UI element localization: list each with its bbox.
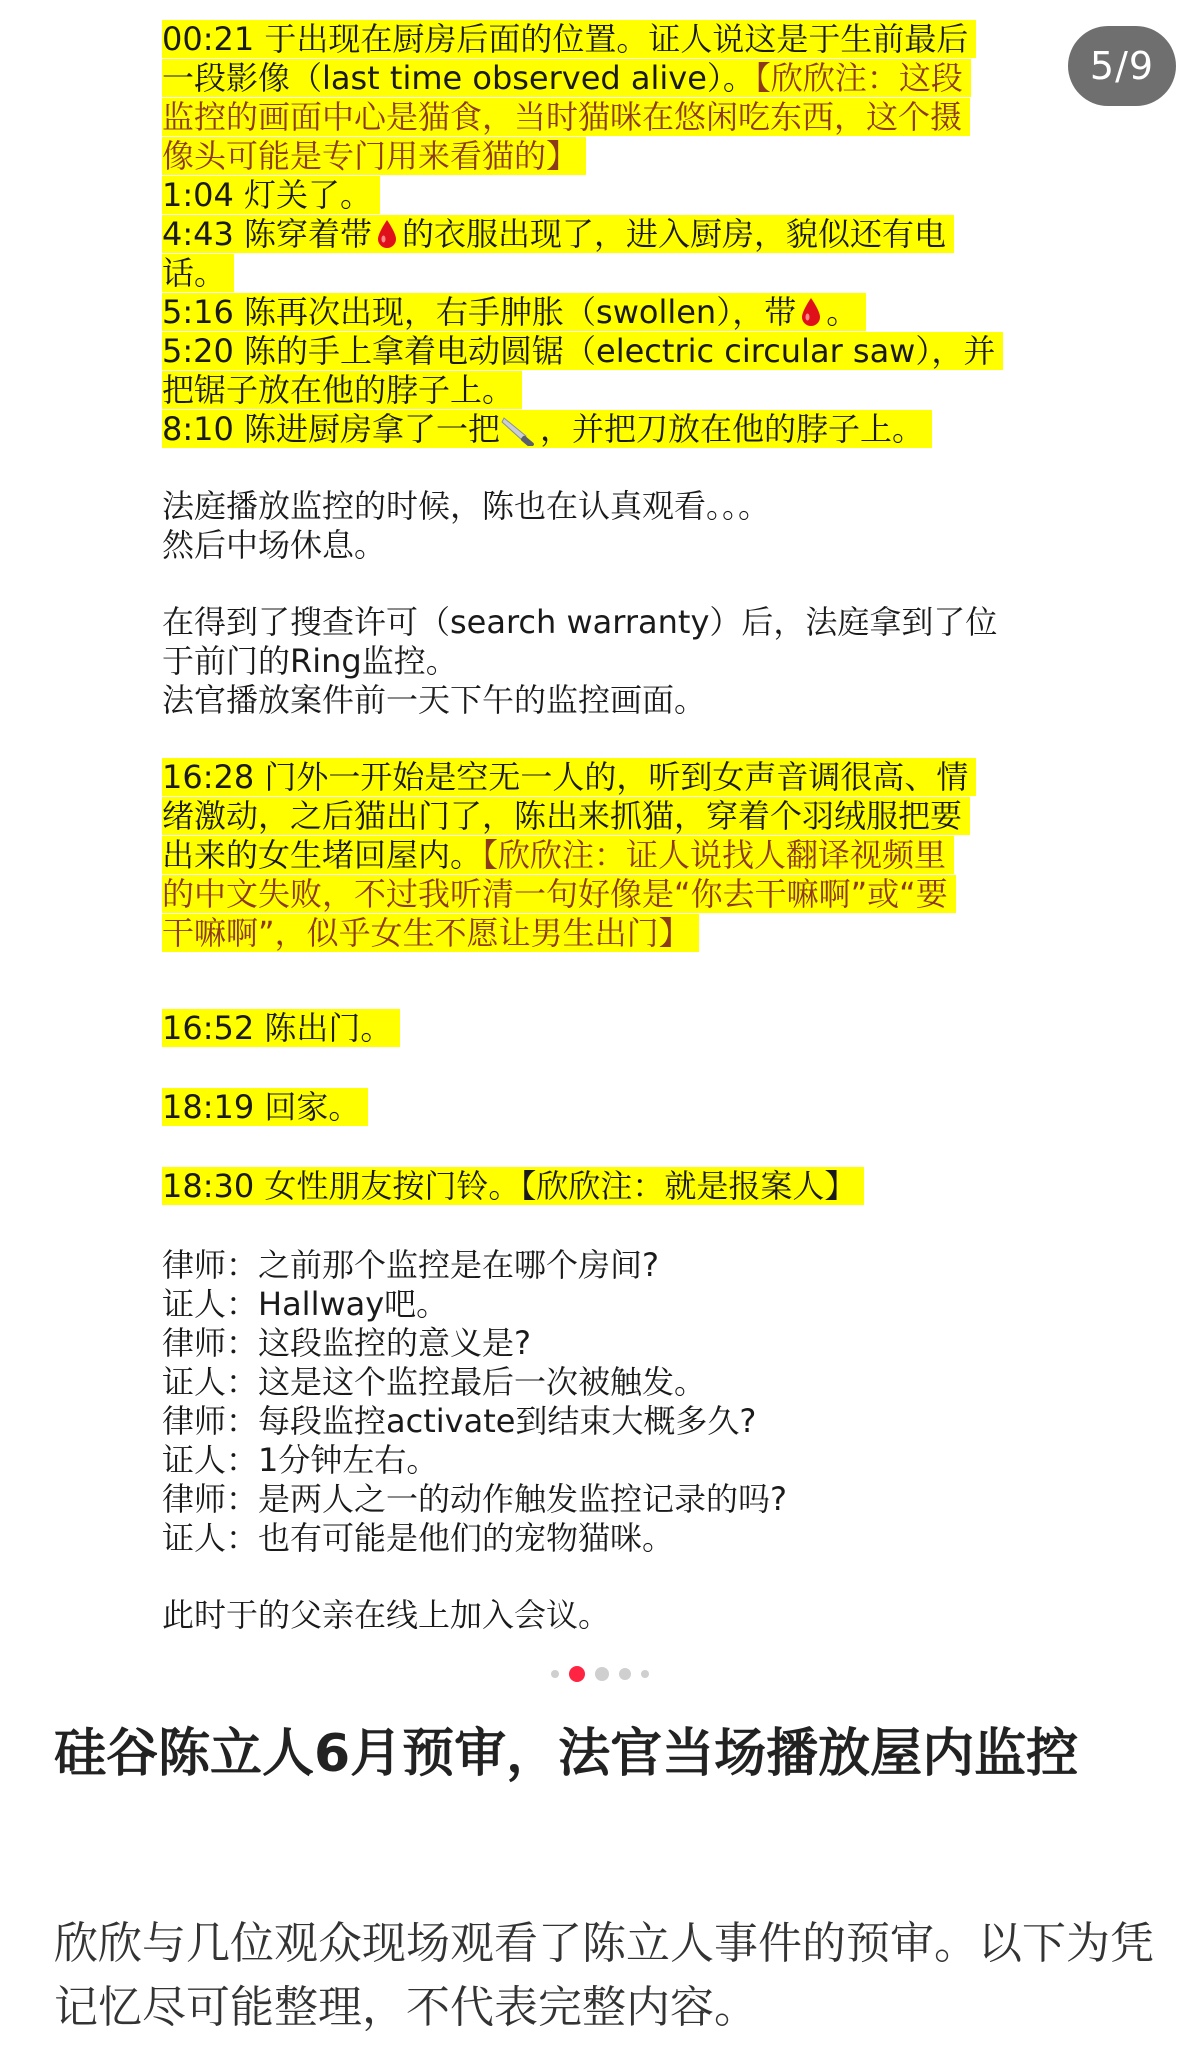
paragraph-warrant (162, 603, 1062, 720)
text-line: 16:28 门外一开始是空无一人的，听到女声音调很高、情 (162, 758, 976, 796)
paragraph-court (162, 487, 1062, 565)
text-line: 然后中场休息。 (162, 526, 387, 564)
qa-line: 律师：是两人之一的动作触发监控记录的吗? (162, 1480, 787, 1518)
editor-note: 【欣欣注：这段 (754, 59, 963, 97)
text-line: 1:04 灯关了。 (162, 176, 380, 214)
paragraph-father (162, 1596, 1062, 1635)
timeline-1830 (162, 1167, 1062, 1206)
text-line: 一段影像（last time observed alive）。 (162, 59, 755, 97)
text-line: 出来的女生堵回屋内。 (162, 836, 483, 874)
editor-note: 的中文失败，不过我听清一句好像是“你去干嘛啊”或“要 (162, 875, 956, 913)
text-line: 18:19 回家。 (162, 1088, 368, 1126)
editor-note: 【欣欣注：就是报案人】 (520, 1167, 857, 1205)
qa-transcript (162, 1246, 1062, 1558)
text-line: ，并把刀放在他的脖子上。 (540, 410, 925, 448)
carousel-dot[interactable] (619, 1668, 631, 1680)
editor-note: 干嘛啊”，似乎女生不愿让男生出门】 (162, 914, 699, 952)
carousel-dot[interactable] (551, 1670, 559, 1678)
qa-line: 律师：之前那个监控是在哪个房间? (162, 1246, 659, 1284)
text-line: 于前门的Ring监控。 (162, 642, 458, 680)
document-text (162, 20, 1062, 1635)
timeline-block-frontdoor (162, 758, 1062, 953)
text-line: 5:20 陈的手上拿着电动圆锯（electric circular saw），并 (162, 332, 1003, 370)
carousel-dots (0, 1664, 1200, 1684)
qa-line: 律师：每段监控activate到结束大概多久? (162, 1402, 757, 1440)
text-line: 此时于的父亲在线上加入会议。 (162, 1596, 611, 1634)
editor-note: 监控的画面中心是猫食，当时猫咪在悠闲吃东西，这个摄 (162, 98, 970, 136)
text-line: 16:52 陈出门。 (162, 1009, 400, 1047)
page-indicator: 5/9 (1068, 26, 1176, 106)
knife-icon (500, 414, 540, 446)
qa-line: 证人：1分钟左右。 (162, 1441, 439, 1479)
text-line: 在得到了搜查许可（search warranty）后，法庭拿到了位 (162, 603, 998, 641)
qa-line: 律师：这段监控的意义是? (162, 1324, 531, 1362)
timeline-1819 (162, 1088, 1062, 1127)
timeline-block-kitchen (162, 20, 1062, 449)
text-line: 。 (826, 293, 859, 331)
post-title: 硅谷陈立人6月预审，法官当场播放屋内监控 (54, 1724, 1079, 1784)
text-line: 法庭播放监控的时候，陈也在认真观看。。。 (162, 487, 771, 525)
text-line: 法官播放案件前一天下午的监控画面。 (162, 681, 707, 719)
editor-note: 像头可能是专门用来看猫的】 (162, 137, 586, 175)
timeline-1652 (162, 1009, 1062, 1048)
qa-line: 证人：这是这个监控最后一次被触发。 (162, 1363, 707, 1401)
text-line: 的衣服出现了，进入厨房，貌似还有电 (402, 215, 947, 253)
blood-drop-icon (800, 297, 822, 327)
text-line: 00:21 于出现在厨房后面的位置。证人说这是于生前最后 (162, 20, 976, 58)
editor-note: 【欣欣注：证人说找人翻译视频里 (482, 836, 947, 874)
text-line: 5:16 陈再次出现，右手肿胀（swollen），带 (162, 293, 797, 331)
carousel-dot[interactable] (595, 1667, 609, 1681)
text-line: 8:10 陈进厨房拿了一把 (162, 410, 501, 448)
blood-drop-icon (376, 219, 398, 249)
text-line: 18:30 女性朋友按门铃。 (162, 1167, 521, 1205)
text-line: 话。 (162, 254, 234, 292)
carousel-dot-active[interactable] (569, 1666, 585, 1682)
post-body: 欣欣与几位观众现场观看了陈立人事件的预审。以下为凭记忆尽可能整理，不代表完整内容。 (54, 1918, 1154, 2033)
text-line: 绪激动，之后猫出门了，陈出来抓猫，穿着个羽绒服把要 (162, 797, 970, 835)
text-line: 把锯子放在他的脖子上。 (162, 371, 522, 409)
qa-line: 证人：Hallway吧。 (162, 1285, 449, 1323)
qa-line: 证人：也有可能是他们的宠物猫咪。 (162, 1519, 675, 1557)
carousel-dot[interactable] (641, 1670, 649, 1678)
text-line: 4:43 陈穿着带 (162, 215, 373, 253)
